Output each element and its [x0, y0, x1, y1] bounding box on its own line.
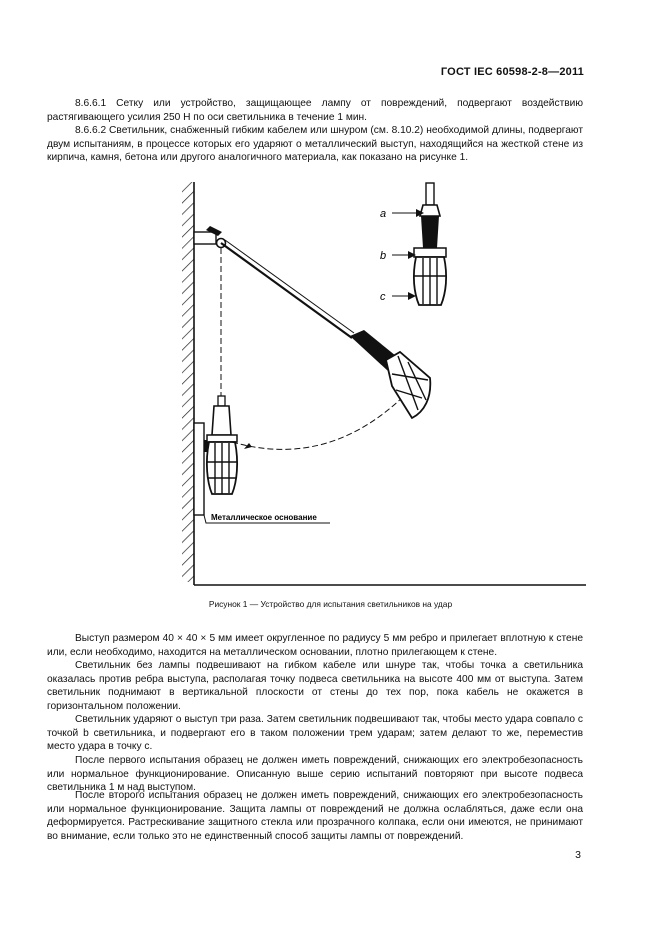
raised-luminaire: [221, 240, 430, 418]
label-a: a: [380, 208, 387, 220]
paragraph-impacts: Светильник ударяют о выступ три раза. Затем светильник подвешивают так, чтобы место удара совпало с точкой b светильника, и подвергают его в таком положении трем ударам; затем делают то же, переместив место удара в точку с.: [47, 714, 583, 753]
clause-8-6-6-2: 8.6.6.2 Светильник, снабженный гибким кабелем или шнуром (см. 8.10.2) необходимой длины, подвергают двум испытаниям, в процессе которых его ударяют о металлический выступ, находящийся на жесткой стене из кирпича, камня, бетона или другого аналогичного материала, как показано на рисунке 1.: [47, 125, 583, 164]
figure-caption: Рисунок 1 — Устройство для испытания светильников на удар: [208, 599, 453, 609]
paragraph-second-test: После второго испытания образец не должен иметь повреждений, снижающих его электробезопасность или нормальное функционирование. Защита лампы от повреждений не должна ослабляться, даже если она деформируется. Растрескивание защитного стекла или прозрачного колпака, если они имеются, не принимают во внимание, если только это не единственный способ защиты лампы от повреждений.: [47, 790, 583, 842]
point-b-arrow: [392, 251, 416, 259]
standard-header: ГОСТ IEC 60598-2-8—2011: [440, 66, 584, 78]
suspension-bracket: [194, 226, 226, 248]
reference-luminaire: [414, 183, 446, 305]
label-b: b: [380, 250, 387, 262]
hanging-luminaire: [207, 396, 237, 494]
paragraph-suspension: Светильник без лампы подвешивают на гибком кабеле или шнуре так, чтобы точка а светильника оказалась против ребра выступа, располагая точку подвеса светильника на высоте 400 мм от выступа. Затем светильник поднимают в вертикальной плоскости от стены до тех пор, пока кабель не окажется в горизонтальном положении.: [47, 660, 583, 712]
clause-8-6-6-1: 8.6.6.1 Сетку или устройство, защищающее лампу от повреждений, подвергают воздействию растягивающего усилия 250 Н по оси светильника в течение 1 мин.: [47, 98, 583, 123]
paragraph-first-test: После первого испытания образец не должен иметь повреждений, снижающих его электробезопасность или нормальное функционирование. Описанную выше серию испытаний повторяют при высоте подвеса светильника 1 м над выступом.: [47, 755, 583, 794]
wall: [182, 182, 586, 585]
arc-arrowhead: [244, 443, 252, 449]
swing-arc: [232, 392, 408, 449]
metal-base-label: Металлическое основание: [211, 513, 317, 522]
label-c: c: [380, 291, 386, 303]
point-a-arrow: [392, 209, 424, 217]
page-number: 3: [575, 849, 581, 861]
paragraph-protrusion: Выступ размером 40 × 40 × 5 мм имеет округленное по радиусу 5 мм ребро и прилегает вплотную к стене или, если необходимо, находится на металлическом основании, плотно прилегающем к стене.: [47, 633, 583, 658]
point-c-arrow: [392, 292, 416, 300]
